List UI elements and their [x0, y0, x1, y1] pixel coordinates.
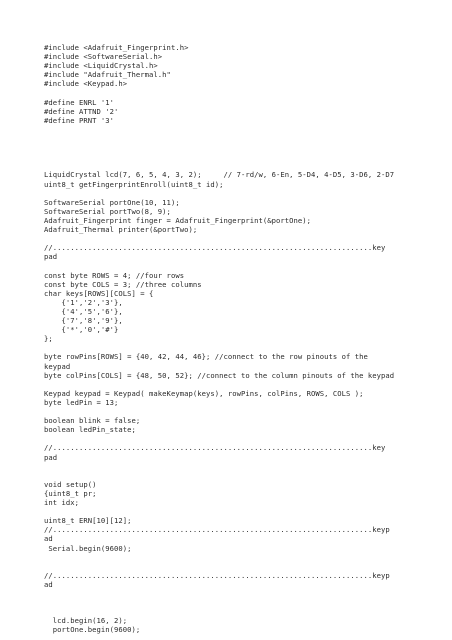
- code-line: ad: [44, 579, 53, 589]
- code-line: pad: [44, 252, 58, 262]
- code-line: boolean blink = false;: [44, 416, 141, 426]
- code-line: Serial.begin(9600);: [44, 543, 132, 553]
- code-line: byte ledPin = 13;: [44, 397, 119, 407]
- code-line: char keys[ROWS][COLS] = {: [44, 288, 154, 298]
- code-line: //.........................................................................key: [44, 443, 386, 453]
- code-line: //.........................................................................keyp: [44, 525, 390, 535]
- code-line: SoftwareSerial portTwo(8, 9);: [44, 206, 171, 216]
- code-line: #define ENRL '1': [44, 97, 115, 107]
- code-line: //.........................................................................key: [44, 243, 386, 253]
- code-line: byte rowPins[ROWS] = {40, 42, 44, 46}; //connect to the row pinouts of the: [44, 352, 368, 362]
- code-line: int idx;: [44, 498, 80, 507]
- code-line: #include <SoftwareSerial.h>: [44, 52, 163, 62]
- code-line: #include <Keypad.h>: [44, 79, 128, 89]
- code-line: LiquidCrystal lcd(7, 6, 5, 4, 3, 2); // 7-rd/w, 6-En, 5-D4, 4-D5, 3-D6, 2-D7: [44, 170, 395, 180]
- code-line: {'4','5','6'},: [44, 306, 123, 316]
- code-line: #include "Adafruit_Thermal.h": [44, 70, 171, 80]
- code-line: {'1','2','3'},: [44, 297, 123, 307]
- code-line: Keypad keypad = Keypad( makeKeymap(keys), rowPins, colPins, ROWS, COLS );: [44, 388, 364, 398]
- code-line: Adafruit_Thermal printer(&portTwo);: [44, 225, 198, 234]
- code-line: uint8_t getFingerprintEnroll(uint8_t id);: [44, 179, 224, 189]
- code-line: pad: [44, 452, 58, 462]
- code-line: #include <Adafruit_Fingerprint.h>: [44, 43, 189, 52]
- code-line: const byte ROWS = 4; //four rows: [44, 270, 185, 280]
- code-line: portOne.begin(9600);: [44, 625, 141, 635]
- code-line: uint8_t ERN[10][12];: [44, 516, 132, 526]
- code-line: const byte COLS = 3; //three columns: [44, 279, 202, 289]
- code-line: //.........................................................................keyp: [44, 570, 390, 580]
- code-line: #define ATTND '2': [44, 106, 119, 116]
- code-line: Adafruit_Fingerprint finger = Adafruit_Fingerprint(&portOne);: [44, 215, 312, 225]
- code-line: {'7','8','9'},: [44, 316, 123, 325]
- code-line: byte colPins[COLS] = {48, 50, 52}; //connect to the column pinouts of the keypad: [44, 370, 395, 380]
- code-line: ad: [44, 534, 53, 544]
- code-line: {'*','0','#'}: [44, 325, 119, 335]
- code-line: SoftwareSerial portOne(10, 11);: [44, 197, 180, 207]
- code-line: };: [44, 334, 53, 344]
- code-line: #define PRNT '3': [44, 115, 115, 125]
- code-line: boolean ledPin_state;: [44, 425, 136, 435]
- code-line: #include <LiquidCrystal.h>: [44, 61, 158, 71]
- code-line: {uint8_t pr;: [44, 488, 97, 498]
- code-line: lcd.begin(16, 2);: [44, 616, 128, 626]
- code-line: void setup(): [44, 479, 97, 489]
- code-line: keypad: [44, 361, 71, 371]
